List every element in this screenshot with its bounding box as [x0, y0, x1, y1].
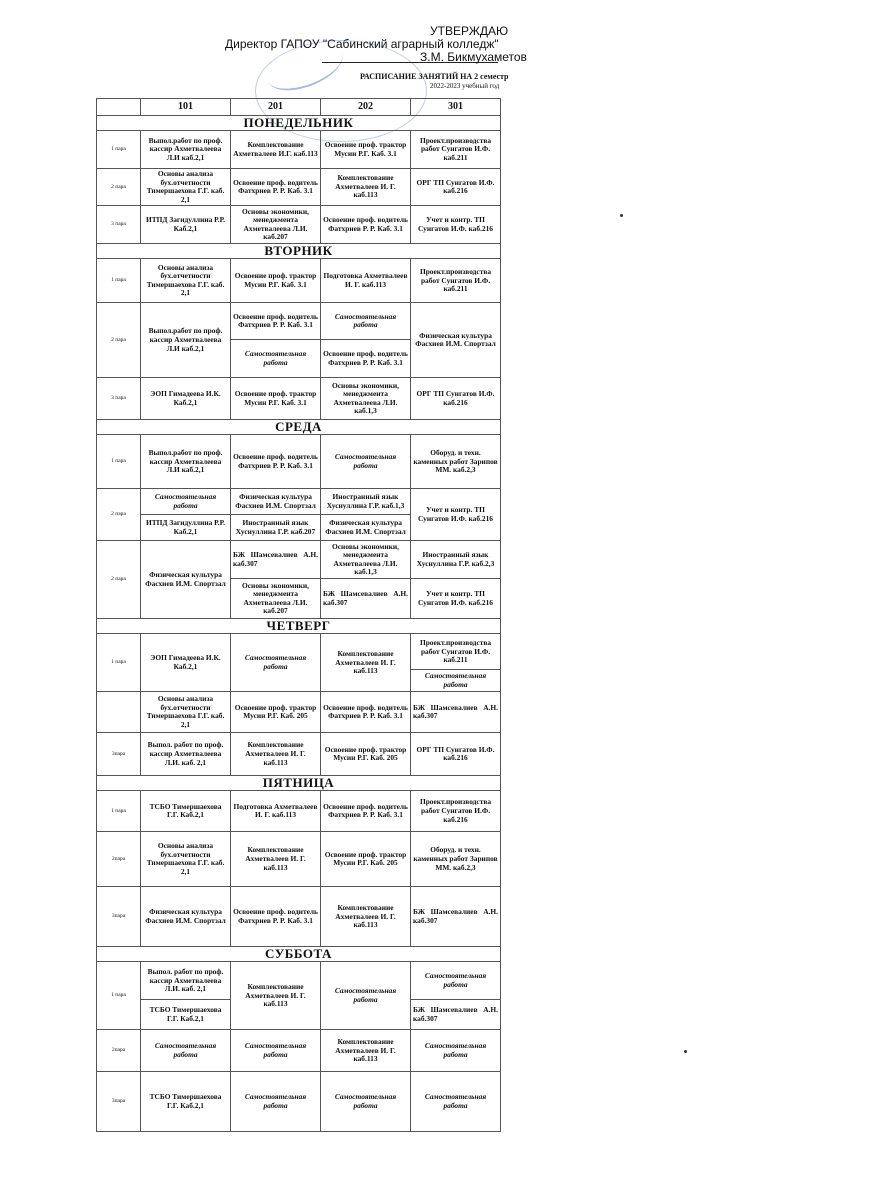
pair-label: 1 пара	[97, 259, 141, 303]
column-header-row	[97, 99, 501, 116]
pair-label: 3пара	[97, 887, 141, 947]
group-header: 202	[321, 99, 411, 116]
lesson-cell: Самостоятельная работа	[411, 670, 501, 692]
pair-label	[97, 692, 141, 733]
lesson-cell: Самостоятельная работа	[321, 435, 411, 489]
lesson-cell: Комплектование Ахметвалеев И. Г. каб.113	[321, 169, 411, 206]
lesson-cell: ИТПД Загидуллина Р.Р. Каб.2,1	[141, 206, 231, 244]
lesson-cell: Основы экономики, менеджмента Ахметвалеева Л.И. каб.207	[231, 579, 321, 619]
lesson-cell: Выпол. работ по проф. кассир Ахметвалеева Л.И. каб. 2,1	[141, 962, 231, 1000]
lesson-cell: Физическая культура Фасхиев И.М. Спортзал	[321, 515, 411, 541]
table-row	[97, 206, 501, 244]
lesson-cell: Освоение проф. трактор Мусин Р.Г. Каб. 205	[321, 832, 411, 887]
lesson-cell: Основы анализа бух.отчетности Тимершаехова Г.Г. каб. 2,1	[141, 169, 231, 206]
table-row	[97, 378, 501, 420]
lesson-cell: Самостоятельная работа	[231, 1072, 321, 1132]
lesson-cell: Освоение проф. водитель Фатхриев Р. Р. Каб. 3.1	[231, 435, 321, 489]
lesson-cell: Самостоятельная работа	[231, 1030, 321, 1072]
table-row	[97, 303, 501, 340]
pair-column-header	[97, 99, 141, 116]
scan-speck	[684, 1050, 687, 1053]
lesson-cell: Проект.производства работ Сунгатов И.Ф. каб.211	[411, 634, 501, 670]
lesson-cell: Освоение проф. водитель Фатхриев Р. Р. Каб. 3.1	[321, 340, 411, 378]
lesson-cell: Иностранный язык Хуснуллина Г.Р. каб.207	[231, 515, 321, 541]
lesson-cell: Освоение проф. трактор Мусин Р.Г. Каб. 3.1	[231, 378, 321, 420]
day-header-friday: ПЯТНИЦА	[97, 776, 501, 791]
pair-label: 2пара	[97, 1030, 141, 1072]
pair-label: 3 пара	[97, 378, 141, 420]
day-header-tuesday: ВТОРНИК	[97, 244, 501, 259]
lesson-cell: Освоение проф. трактор Мусин Р.Г. Каб. 205	[321, 733, 411, 776]
lesson-cell: Подготовка Ахметвалеев И. Г. каб.113	[321, 259, 411, 303]
lesson-cell: Выпол. работ по проф. кассир Ахметвалеева Л.И. каб. 2,1	[141, 733, 231, 776]
lesson-cell: Основы анализа бух.отчетности Тимершаехова Г.Г. каб. 2,1	[141, 259, 231, 303]
director-name: З.М. Бикмухаметов	[420, 50, 527, 64]
lesson-cell: Учет и контр. ТП Сунгатов И.Ф. каб.216	[411, 206, 501, 244]
lesson-cell: Выпол.работ по проф. кассир Ахметвалеева Л.И каб.2,1	[141, 303, 231, 378]
lesson-cell: Освоение проф. водитель Фатхриев Р. Р. Каб. 3.1	[231, 303, 321, 340]
table-row	[97, 962, 501, 1000]
lesson-cell: Освоение проф. водитель Фатхриев Р. Р. Каб. 3.1	[231, 887, 321, 947]
lesson-cell: Самостоятельная работа	[411, 1030, 501, 1072]
lesson-cell: Физическая культура Фасхиев И.М. Спортзал	[411, 303, 501, 378]
pair-label: 2 пара	[97, 489, 141, 541]
lesson-cell: БЖ Шамсевалиев А.Н. каб.307	[411, 692, 501, 733]
pair-label: 3 пара	[97, 206, 141, 244]
lesson-cell: Учет и контр. ТП Сунгатов И.Ф. каб.216	[411, 489, 501, 541]
lesson-cell: Самостоятельная работа	[321, 1072, 411, 1132]
lesson-cell: Физическая культура Фасхиев И.М. Спортзал	[141, 887, 231, 947]
pair-label: 2пара	[97, 832, 141, 887]
lesson-cell: Выпол.работ по проф. кассир Ахметвалеева Л.И каб.2,1	[141, 435, 231, 489]
approve-label: УТВЕРЖДАЮ	[430, 24, 509, 38]
lesson-cell: БЖ Шамсевалиев А.Н. каб.307	[321, 579, 411, 619]
table-row	[97, 634, 501, 670]
table-row	[97, 887, 501, 947]
lesson-cell: Физическая культура Фасхиев И.М. Спортзал	[141, 541, 231, 619]
table-row	[97, 832, 501, 887]
lesson-cell: Самостоятельная работа	[231, 634, 321, 692]
lesson-cell: ЭОП Гимадеева И.К. Каб.2,1	[141, 378, 231, 420]
lesson-cell: ТСБО Тимершаехова Г.Г. Каб.2,1	[141, 1000, 231, 1030]
schedule-title: РАСПИСАНИЕ ЗАНЯТИЙ НА 2 семестр	[360, 72, 509, 81]
table-row	[97, 169, 501, 206]
lesson-cell: Проект.производства работ Сунгатов И.Ф. каб.211	[411, 259, 501, 303]
lesson-cell: БЖ Шамсевалиев А.Н. каб.307	[231, 541, 321, 579]
pair-label: 1 пара	[97, 131, 141, 169]
pair-label: 2 пара	[97, 303, 141, 378]
lesson-cell: Оборуд. и техн. каменных работ Зарипов ММ. каб.2,3	[411, 832, 501, 887]
group-header: 301	[411, 99, 501, 116]
table-row	[97, 1072, 501, 1132]
lesson-cell: Освоение проф. водитель Фатхриев Р. Р. Каб. 3.1	[231, 169, 321, 206]
lesson-cell: Проект.производства работ Сунгатов И.Ф. каб.216	[411, 791, 501, 832]
lesson-cell: Самостоятельная работа	[411, 1072, 501, 1132]
lesson-cell: Самостоятельная работа	[231, 340, 321, 378]
lesson-cell: БЖ Шамсевалиев А.Н. каб.307	[411, 1000, 501, 1030]
table-row	[97, 541, 501, 579]
lesson-cell: Комплектование Ахметвалеев И. Г. каб.113	[231, 962, 321, 1030]
lesson-cell: Освоение проф. трактор Мусин Р.Г. Каб. 3.1	[321, 131, 411, 169]
lesson-cell: Комплектование Ахметвалеев И. Г. каб.113	[321, 634, 411, 692]
schedule-year: 2022-2023 учебный год	[430, 82, 500, 90]
pair-label: 1 пара	[97, 435, 141, 489]
pair-label: 3пара	[97, 733, 141, 776]
lesson-cell: Самостоятельная работа	[411, 962, 501, 1000]
lesson-cell: Основы анализа бух.отчетности Тимершаехова Г.Г. каб. 2,1	[141, 692, 231, 733]
lesson-cell: Освоение проф. водитель Фатхриев Р. Р. Каб. 3.1	[321, 692, 411, 733]
lesson-cell: ТСБО Тимершаехова Г.Г. Каб.2,1	[141, 1072, 231, 1132]
schedule-table	[96, 98, 501, 1132]
table-row	[97, 733, 501, 776]
lesson-cell: Основы анализа бух.отчетности Тимершаехова Г.Г. каб. 2,1	[141, 832, 231, 887]
lesson-cell: Комплектование Ахметвалеев И. Г. каб.113	[321, 1030, 411, 1072]
table-row	[97, 489, 501, 515]
group-header: 101	[141, 99, 231, 116]
lesson-cell: Выпол.работ по проф. кассир Ахметвалеева Л.И каб.2,1	[141, 131, 231, 169]
pair-label: 2 пара	[97, 169, 141, 206]
lesson-cell: Иностранный язык Хуснуллина Г.Р. каб.1,3	[321, 489, 411, 515]
lesson-cell: Основы экономики, менеджмента Ахметвалеева Л.И. каб.207	[231, 206, 321, 244]
pair-label: 1 пара	[97, 634, 141, 692]
day-header-monday: ПОНЕДЕЛЬНИК	[97, 116, 501, 131]
pair-label: 1 пара	[97, 962, 141, 1030]
table-row	[97, 791, 501, 832]
table-row	[97, 131, 501, 169]
lesson-cell: ОРГ ТП Сунгатов И.Ф. каб.216	[411, 733, 501, 776]
lesson-cell: Самостоятельная работа	[321, 962, 411, 1030]
lesson-cell: Освоение проф. водитель Фатхриев Р. Р. Каб. 3.1	[321, 206, 411, 244]
table-row	[97, 1030, 501, 1072]
lesson-cell: Комплектование Ахметвалеев И.Г. каб.113	[231, 131, 321, 169]
table-row	[97, 692, 501, 733]
scan-speck	[620, 214, 623, 217]
lesson-cell: Комплектование Ахметвалеев И. Г. каб.113	[231, 832, 321, 887]
lesson-cell: Проект.производства работ Сунгатов И.Ф. каб.211	[411, 131, 501, 169]
lesson-cell: ТСБО Тимершаехова Г.Г. Каб.2,1	[141, 791, 231, 832]
day-header-saturday: СУББОТА	[97, 947, 501, 962]
table-row	[97, 435, 501, 489]
lesson-cell: ИТПД Загидуллина Р.Р. Каб.2,1	[141, 515, 231, 541]
group-header: 201	[231, 99, 321, 116]
lesson-cell: Оборуд. и техн. каменных работ Зарипов ММ. каб.2,3	[411, 435, 501, 489]
lesson-cell: Подготовка Ахметвалеев И. Г. каб.113	[231, 791, 321, 832]
lesson-cell: ЭОП Гимадеева И.К. Каб.2,1	[141, 634, 231, 692]
day-header-wednesday: СРЕДА	[97, 420, 501, 435]
lesson-cell: Учет и контр. ТП Сунгатов И.Ф. каб.216	[411, 579, 501, 619]
lesson-cell: Самостоятельная работа	[321, 303, 411, 340]
lesson-cell: Самостоятельная работа	[141, 1030, 231, 1072]
lesson-cell: Освоение проф. трактор Мусин Р.Г. Каб. 3.1	[231, 259, 321, 303]
table-row	[97, 259, 501, 303]
lesson-cell: Освоение проф. водитель Фатхриев Р. Р. Каб. 3.1	[321, 791, 411, 832]
lesson-cell: Самостоятельная работа	[141, 489, 231, 515]
lesson-cell: Физическая культура Фасхиев И.М. Спортзал	[231, 489, 321, 515]
pair-label: 3пара	[97, 1072, 141, 1132]
lesson-cell: ОРГ ТП Сунгатов И.Ф. каб.216	[411, 169, 501, 206]
lesson-cell: ОРГ ТП Сунгатов И.Ф. каб.216	[411, 378, 501, 420]
day-header-thursday: ЧЕТВЕРГ	[97, 619, 501, 634]
lesson-cell: Иностранный язык Хуснуллина Г.Р. каб.2,3	[411, 541, 501, 579]
lesson-cell: БЖ Шамсевалиев А.Н. каб.307	[411, 887, 501, 947]
lesson-cell: Основы экономики, менеджмента Ахметвалеева Л.И. каб.1,3	[321, 541, 411, 579]
lesson-cell: Комплектование Ахметвалеев И. Г. каб.113	[231, 733, 321, 776]
director-label: Директор ГАПОУ "Сабинский аграрный колледж"	[225, 37, 499, 51]
lesson-cell: Комплектование Ахметвалеев И. Г. каб.113	[321, 887, 411, 947]
pair-label: 1 пара	[97, 791, 141, 832]
lesson-cell: Освоение проф. трактор Мусин Р.Г. Каб. 205	[231, 692, 321, 733]
lesson-cell: Основы экономики, менеджмента Ахметвалеева Л.И. каб.1,3	[321, 378, 411, 420]
pair-label: 2 пара	[97, 541, 141, 619]
